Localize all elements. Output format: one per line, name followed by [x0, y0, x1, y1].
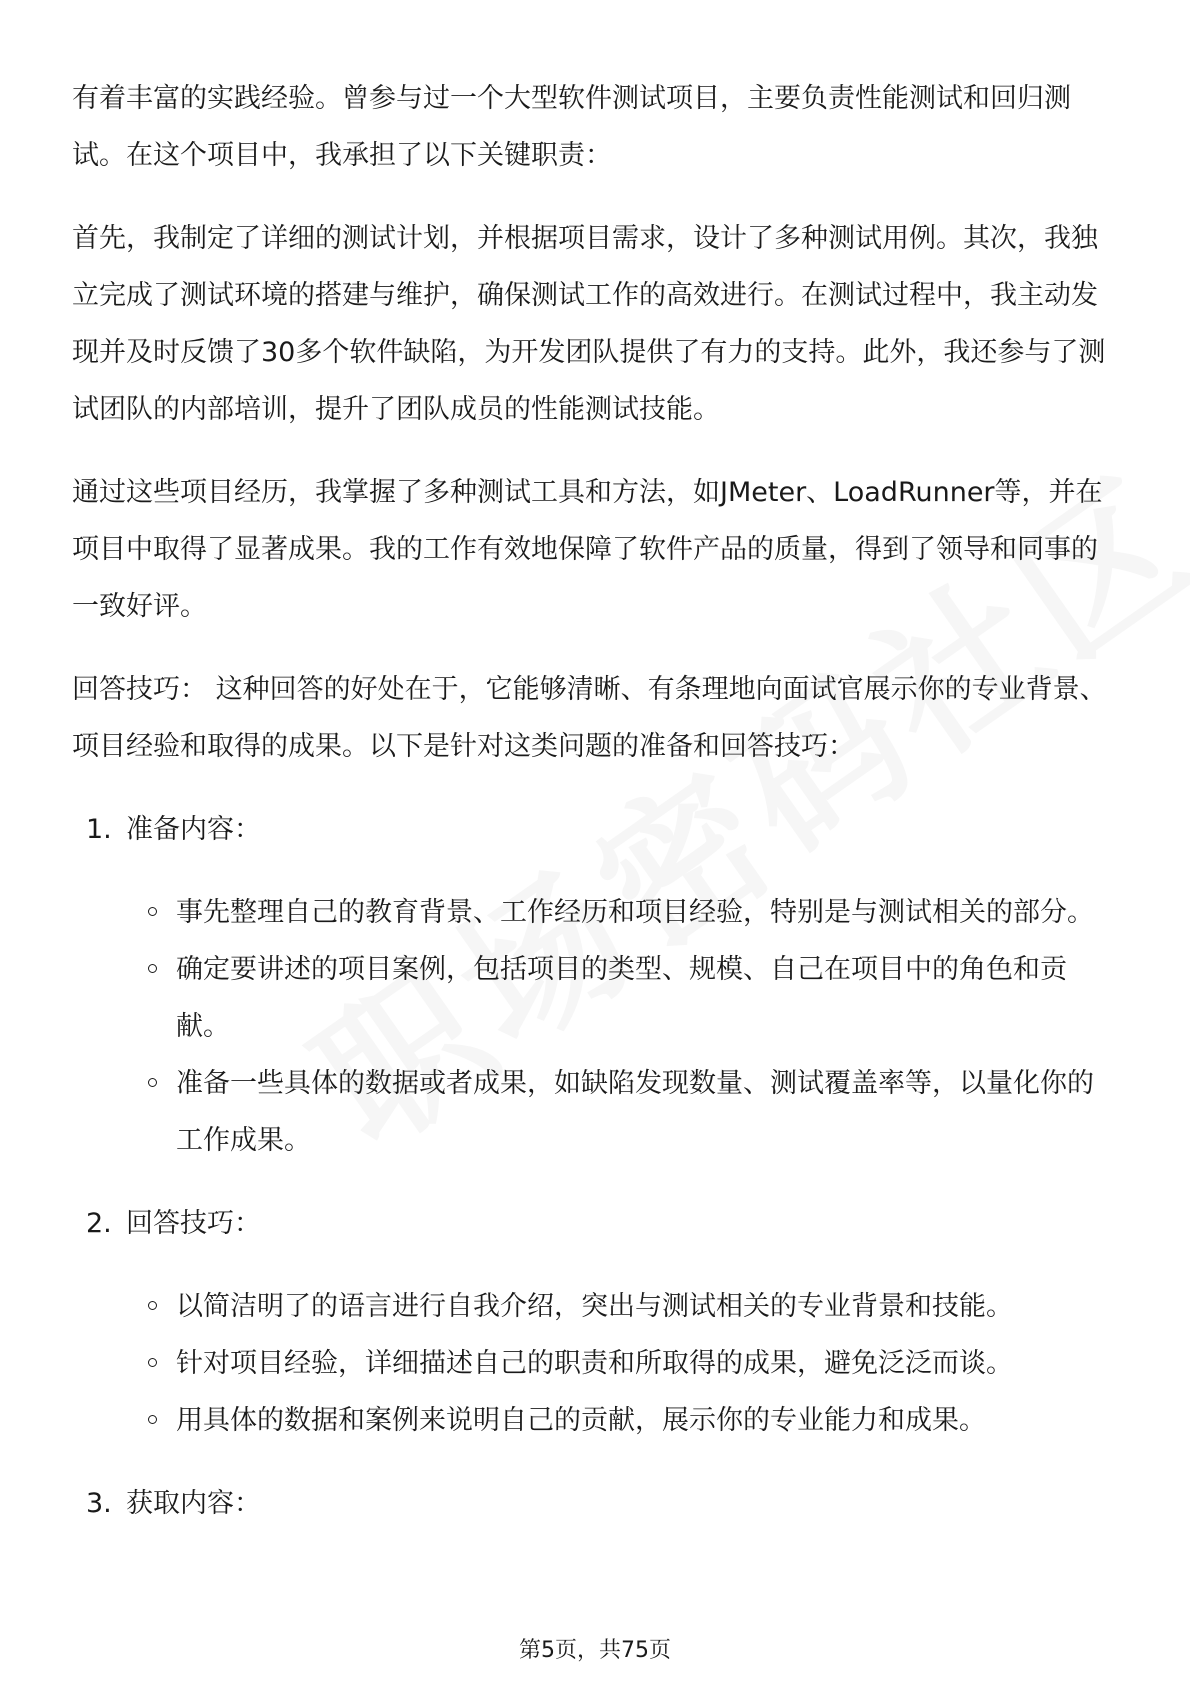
section-number: 1.	[86, 814, 112, 845]
list-item: 以简洁明了的语言进行自我介绍，突出与测试相关的专业背景和技能。	[176, 1278, 1118, 1335]
list-item: 事先整理自己的教育背景、工作经历和项目经验，特别是与测试相关的部分。	[176, 884, 1118, 941]
section-title: 获取内容：	[126, 1488, 261, 1519]
section-number: 2.	[86, 1208, 112, 1239]
list-item: 针对项目经验，详细描述自己的职责和所取得的成果，避免泛泛而谈。	[176, 1335, 1118, 1392]
section-title: 回答技巧：	[126, 1208, 261, 1239]
list-item: 用具体的数据和案例来说明自己的贡献，展示你的专业能力和成果。	[176, 1392, 1118, 1449]
list-item: 确定要讲述的项目案例，包括项目的类型、规模、自己在项目中的角色和贡献。	[176, 941, 1118, 1055]
hollow-bullet-icon	[148, 1078, 157, 1087]
section-number: 3.	[86, 1488, 112, 1519]
paragraph-answer-tips: 回答技巧： 这种回答的好处在于，它能够清晰、有条理地向面试官展示你的专业背景、项目经验和取得的成果。以下是针对这类问题的准备和回答技巧：	[72, 674, 1107, 762]
hollow-bullet-icon	[148, 1415, 157, 1424]
list-item: 准备一些具体的数据或者成果，如缺陷发现数量、测试覆盖率等，以量化你的工作成果。	[176, 1055, 1118, 1169]
document-body	[72, 70, 1118, 1558]
section-obtain	[72, 1475, 1118, 1532]
paragraph-intro: 有着丰富的实践经验。曾参与过一个大型软件测试项目，主要负责性能测试和回归测试。在这个项目中，我承担了以下关键职责：	[72, 83, 1071, 171]
bullet-list-prepare	[72, 884, 1118, 1169]
hollow-bullet-icon	[148, 1301, 157, 1310]
section-title: 准备内容：	[126, 814, 261, 845]
hollow-bullet-icon	[148, 907, 157, 916]
paragraph-responsibilities: 首先，我制定了详细的测试计划，并根据项目需求，设计了多种测试用例。其次，我独立完成了测试环境的搭建与维护，确保测试工作的高效进行。在测试过程中，我主动发现并及时反馈了30多个软件缺陷，为开发团队提供了有力的支持。此外，我还参与了测试团队的内部培训，提升了团队成员的性能测试技能。	[72, 223, 1106, 425]
hollow-bullet-icon	[148, 1358, 157, 1367]
paragraph-results: 通过这些项目经历，我掌握了多种测试工具和方法，如JMeter、LoadRunner等，并在项目中取得了显著成果。我的工作有效地保障了软件产品的质量，得到了领导和同事的一致好评。	[72, 477, 1103, 622]
bullet-list-tips	[72, 1278, 1118, 1449]
page-footer: 第5页，共75页	[519, 1638, 671, 1663]
hollow-bullet-icon	[148, 964, 157, 973]
section-prepare	[72, 801, 1118, 858]
section-answer-tips	[72, 1195, 1118, 1252]
